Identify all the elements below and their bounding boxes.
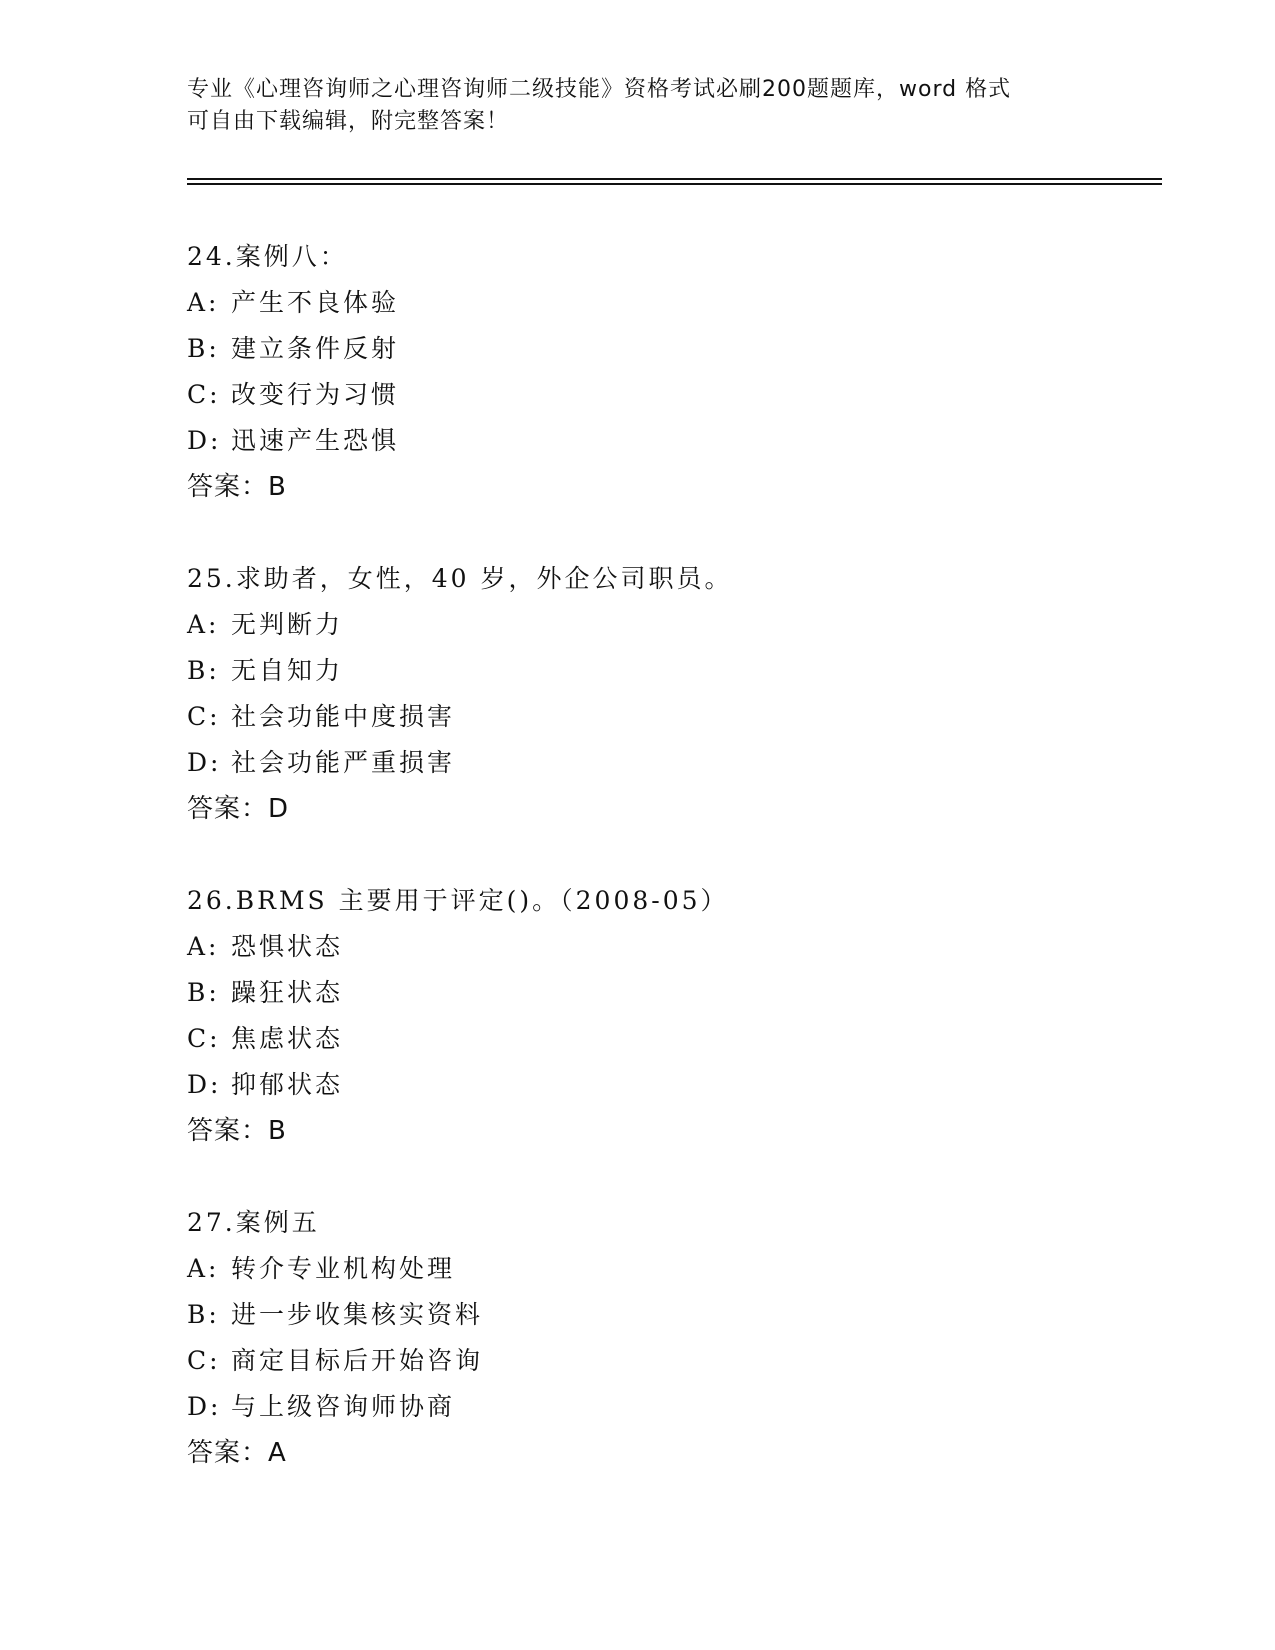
- question-stem: 25.求助者，女性，40 岁，外企公司职员。: [187, 564, 733, 593]
- question-list: [187, 234, 1147, 1522]
- question-stem: 24.案例八：: [187, 242, 348, 271]
- option-c: [187, 1016, 1147, 1062]
- option-a: [187, 280, 1147, 326]
- option-text: 商定目标后开始咨询: [231, 1346, 484, 1375]
- option-key: A:: [187, 288, 220, 317]
- question-item: [187, 1200, 1147, 1476]
- option-b: [187, 1292, 1147, 1338]
- option-key: C:: [187, 1346, 221, 1375]
- option-text: 躁狂状态: [231, 978, 344, 1007]
- option-key: C:: [187, 1024, 221, 1053]
- option-key: A:: [187, 610, 220, 639]
- question-item: [187, 878, 1147, 1154]
- option-d: [187, 740, 1147, 786]
- option-text: 转介专业机构处理: [231, 1254, 456, 1283]
- question-stem: 26.BRMS 主要用于评定()。（2008-05）: [187, 886, 729, 915]
- option-text: 社会功能严重损害: [231, 748, 456, 777]
- option-text: 无自知力: [231, 656, 344, 685]
- option-b: [187, 326, 1147, 372]
- option-key: D:: [187, 1392, 222, 1421]
- header-line-2: 可自由下载编辑，附完整答案！: [187, 109, 510, 134]
- option-b: [187, 648, 1147, 694]
- question-stem: 27.案例五: [187, 1208, 320, 1237]
- option-text: 恐惧状态: [231, 932, 344, 961]
- option-text: 改变行为习惯: [231, 380, 400, 409]
- header-line-1: 专业《心理咨询师之心理咨询师二级技能》资格考试必刷200题题库，word 格式: [187, 77, 1012, 102]
- option-key: C:: [187, 380, 221, 409]
- option-d: [187, 1062, 1147, 1108]
- option-a: [187, 924, 1147, 970]
- option-b: [187, 970, 1147, 1016]
- option-text: 建立条件反射: [231, 334, 400, 363]
- option-text: 与上级咨询师协商: [231, 1392, 456, 1421]
- document-header: [187, 74, 1087, 138]
- option-key: A:: [187, 932, 220, 961]
- option-text: 社会功能中度损害: [231, 702, 456, 731]
- option-d: [187, 418, 1147, 464]
- option-c: [187, 372, 1147, 418]
- option-a: [187, 1246, 1147, 1292]
- option-c: [187, 694, 1147, 740]
- option-key: B:: [187, 334, 220, 363]
- answer-line: 答案：B: [187, 472, 287, 502]
- option-text: 迅速产生恐惧: [231, 426, 400, 455]
- header-divider-bottom: [187, 183, 1162, 185]
- option-a: [187, 602, 1147, 648]
- option-d: [187, 1384, 1147, 1430]
- option-key: D:: [187, 1070, 222, 1099]
- option-key: D:: [187, 426, 222, 455]
- option-text: 进一步收集核实资料: [231, 1300, 484, 1329]
- answer-line: 答案：D: [187, 794, 290, 824]
- answer-line: 答案：B: [187, 1116, 287, 1146]
- option-key: B:: [187, 1300, 220, 1329]
- question-item: [187, 556, 1147, 832]
- option-key: A:: [187, 1254, 220, 1283]
- option-text: 焦虑状态: [231, 1024, 344, 1053]
- option-text: 抑郁状态: [231, 1070, 344, 1099]
- option-text: 无判断力: [231, 610, 344, 639]
- option-text: 产生不良体验: [231, 288, 400, 317]
- answer-line: 答案：A: [187, 1438, 287, 1468]
- option-c: [187, 1338, 1147, 1384]
- option-key: B:: [187, 978, 220, 1007]
- option-key: B:: [187, 656, 220, 685]
- option-key: D:: [187, 748, 222, 777]
- option-key: C:: [187, 702, 221, 731]
- header-divider-top: [187, 178, 1162, 180]
- question-item: [187, 234, 1147, 510]
